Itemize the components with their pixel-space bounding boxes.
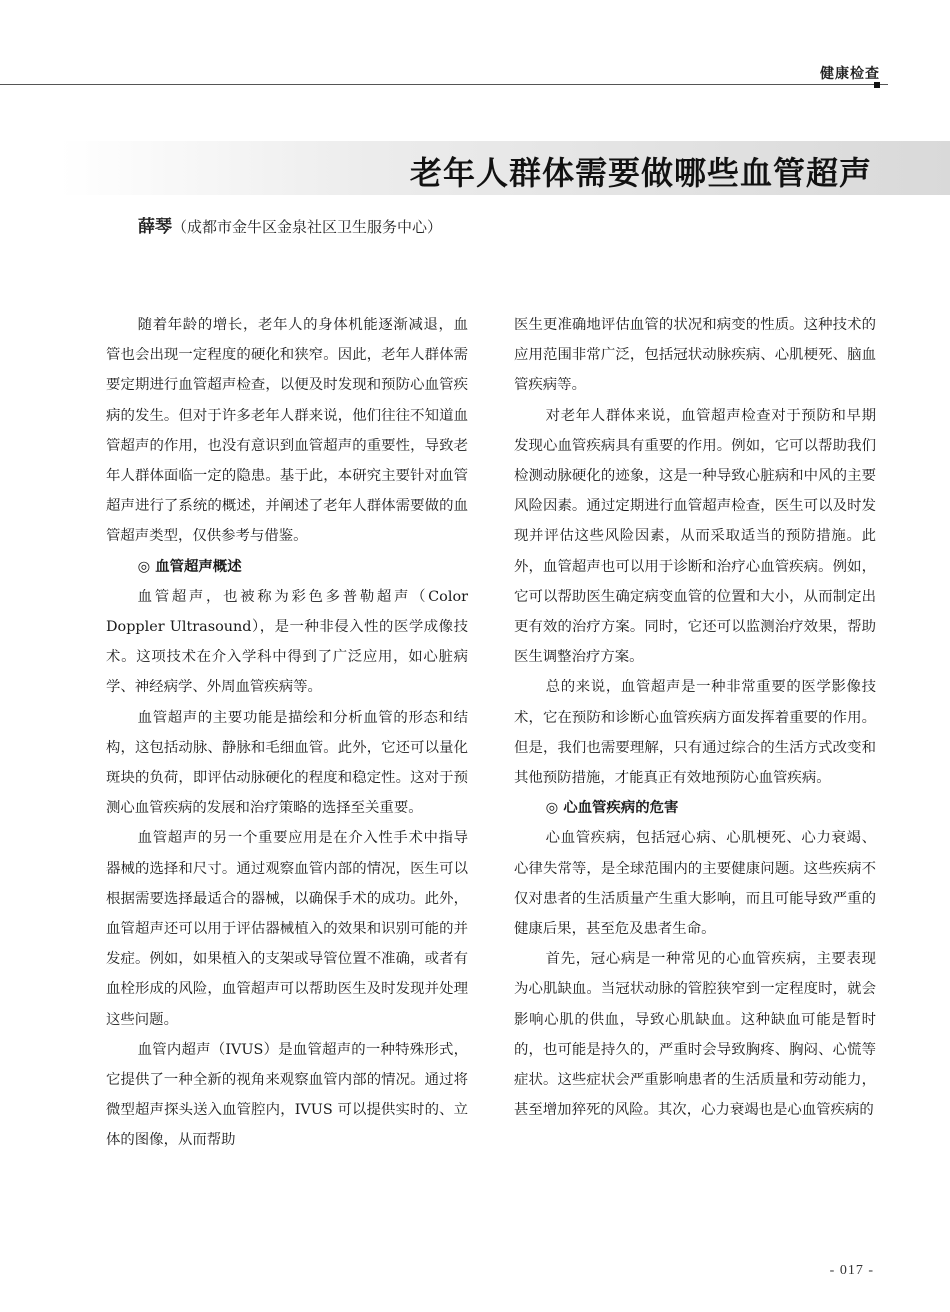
section-tag: 健康检查 [820, 66, 880, 82]
byline [138, 212, 442, 237]
paragraph: 血管超声的另一个重要应用是在介入性手术中指导器械的选择和尺寸。通过观察血管内部的情况，医生可以根据需要选择最适合的器械，以确保手术的成功。此外，血管超声还可以用于评估器械植入的效果和识别可能的并发症。例如，如果植入的支架或导管位置不准确，或者有血栓形成的风险，血管超声可以帮助医生及时发现并处理这些问题。 [106, 830, 468, 1028]
right-column [514, 310, 876, 1125]
author-name: 薛琴 [138, 217, 172, 237]
section-heading: ◎ 心血管疾病的危害 [545, 800, 679, 817]
paragraph: 总的来说，血管超声是一种非常重要的医学影像技术，它在预防和诊断心血管疾病方面发挥着重要的作用。但是，我们也需要理解，只有通过综合的生活方式改变和其他预防措施，才能真正有效地预防心血管疾病。 [514, 679, 876, 787]
author-affiliation: （成都市金牛区金泉社区卫生服务中心） [172, 218, 443, 236]
header-rule [0, 84, 888, 85]
article-title: 老年人群体需要做哪些血管超声 [409, 154, 872, 192]
paragraph: 首先，冠心病是一种常见的心血管疾病，主要表现为心肌缺血。当冠状动脉的管腔狭窄到一定程度时，就会影响心肌的供血，导致心肌缺血。这种缺血可能是暂时的，也可能是持久的，严重时会导致胸疼、胸闷、心慌等症状。这些症状会严重影响患者的生活质量和劳动能力，甚至增加猝死的风险。其次，心力衰竭也是心血管疾病的 [514, 951, 876, 1119]
page-number: - 017 - [829, 1263, 874, 1278]
paragraph: 血管超声的主要功能是描绘和分析血管的形态和结构，这包括动脉、静脉和毛细血管。此外，它还可以量化斑块的负荷，即评估动脉硬化的程度和稳定性。这对于预测心血管疾病的发展和治疗策略的选择至关重要。 [106, 709, 468, 817]
paragraph: 对老年人群体来说，血管超声检查对于预防和早期发现心血管疾病具有重要的作用。例如，它可以帮助我们检测动脉硬化的迹象，这是一种导致心脏病和中风的主要风险因素。通过定期进行血管超声检查，医生可以及时发现并评估这些风险因素，从而采取适当的预防措施。此外，血管超声也可以用于诊断和治疗心血管疾病。例如，它可以帮助医生确定病变血管的位置和大小，从而制定出更有效的治疗方案。同时，它还可以监测治疗效果，帮助医生调整治疗方案。 [514, 407, 876, 666]
paragraph: 血管内超声（IVUS）是血管超声的一种特殊形式，它提供了一种全新的视角来观察血管内部的情况。通过将微型超声探头送入血管腔内，IVUS 可以提供实时的、立体的图像，从而帮助 [106, 1041, 468, 1149]
paragraph: 血管超声，也被称为彩色多普勒超声（Color Doppler Ultrasound），是一种非侵入性的医学成像技术。这项技术在介入学科中得到了广泛应用，如心脏病学、神经病学、外周血管疾病等。 [106, 588, 468, 696]
paragraph-continued: 医生更准确地评估血管的状况和病变的性质。这种技术的应用范围非常广泛，包括冠状动脉疾病、心肌梗死、脑血管疾病等。 [514, 317, 876, 394]
paragraph: 随着年龄的增长，老年人的身体机能逐渐减退，血管也会出现一定程度的硬化和狭窄。因此，老年人群体需要定期进行血管超声检查，以便及时发现和预防心血管疾病的发生。但对于许多老年人群来说，他们往往不知道血管超声的作用，也没有意识到血管超声的重要性，导致老年人群体面临一定的隐患。基于此，本研究主要针对血管超声进行了系统的概述，并阐述了老年人群体需要做的血管超声类型，仅供参考与借鉴。 [106, 317, 468, 545]
section-heading: ◎ 血管超声概述 [137, 558, 242, 575]
section-tag-marker [874, 82, 880, 88]
paragraph: 心血管疾病，包括冠心病、心肌梗死、心力衰竭、心律失常等，是全球范围内的主要健康问题。这些疾病不仅对患者的生活质量产生重大影响，而且可能导致严重的健康后果，甚至危及患者生命。 [514, 830, 876, 938]
left-column [106, 310, 468, 1156]
